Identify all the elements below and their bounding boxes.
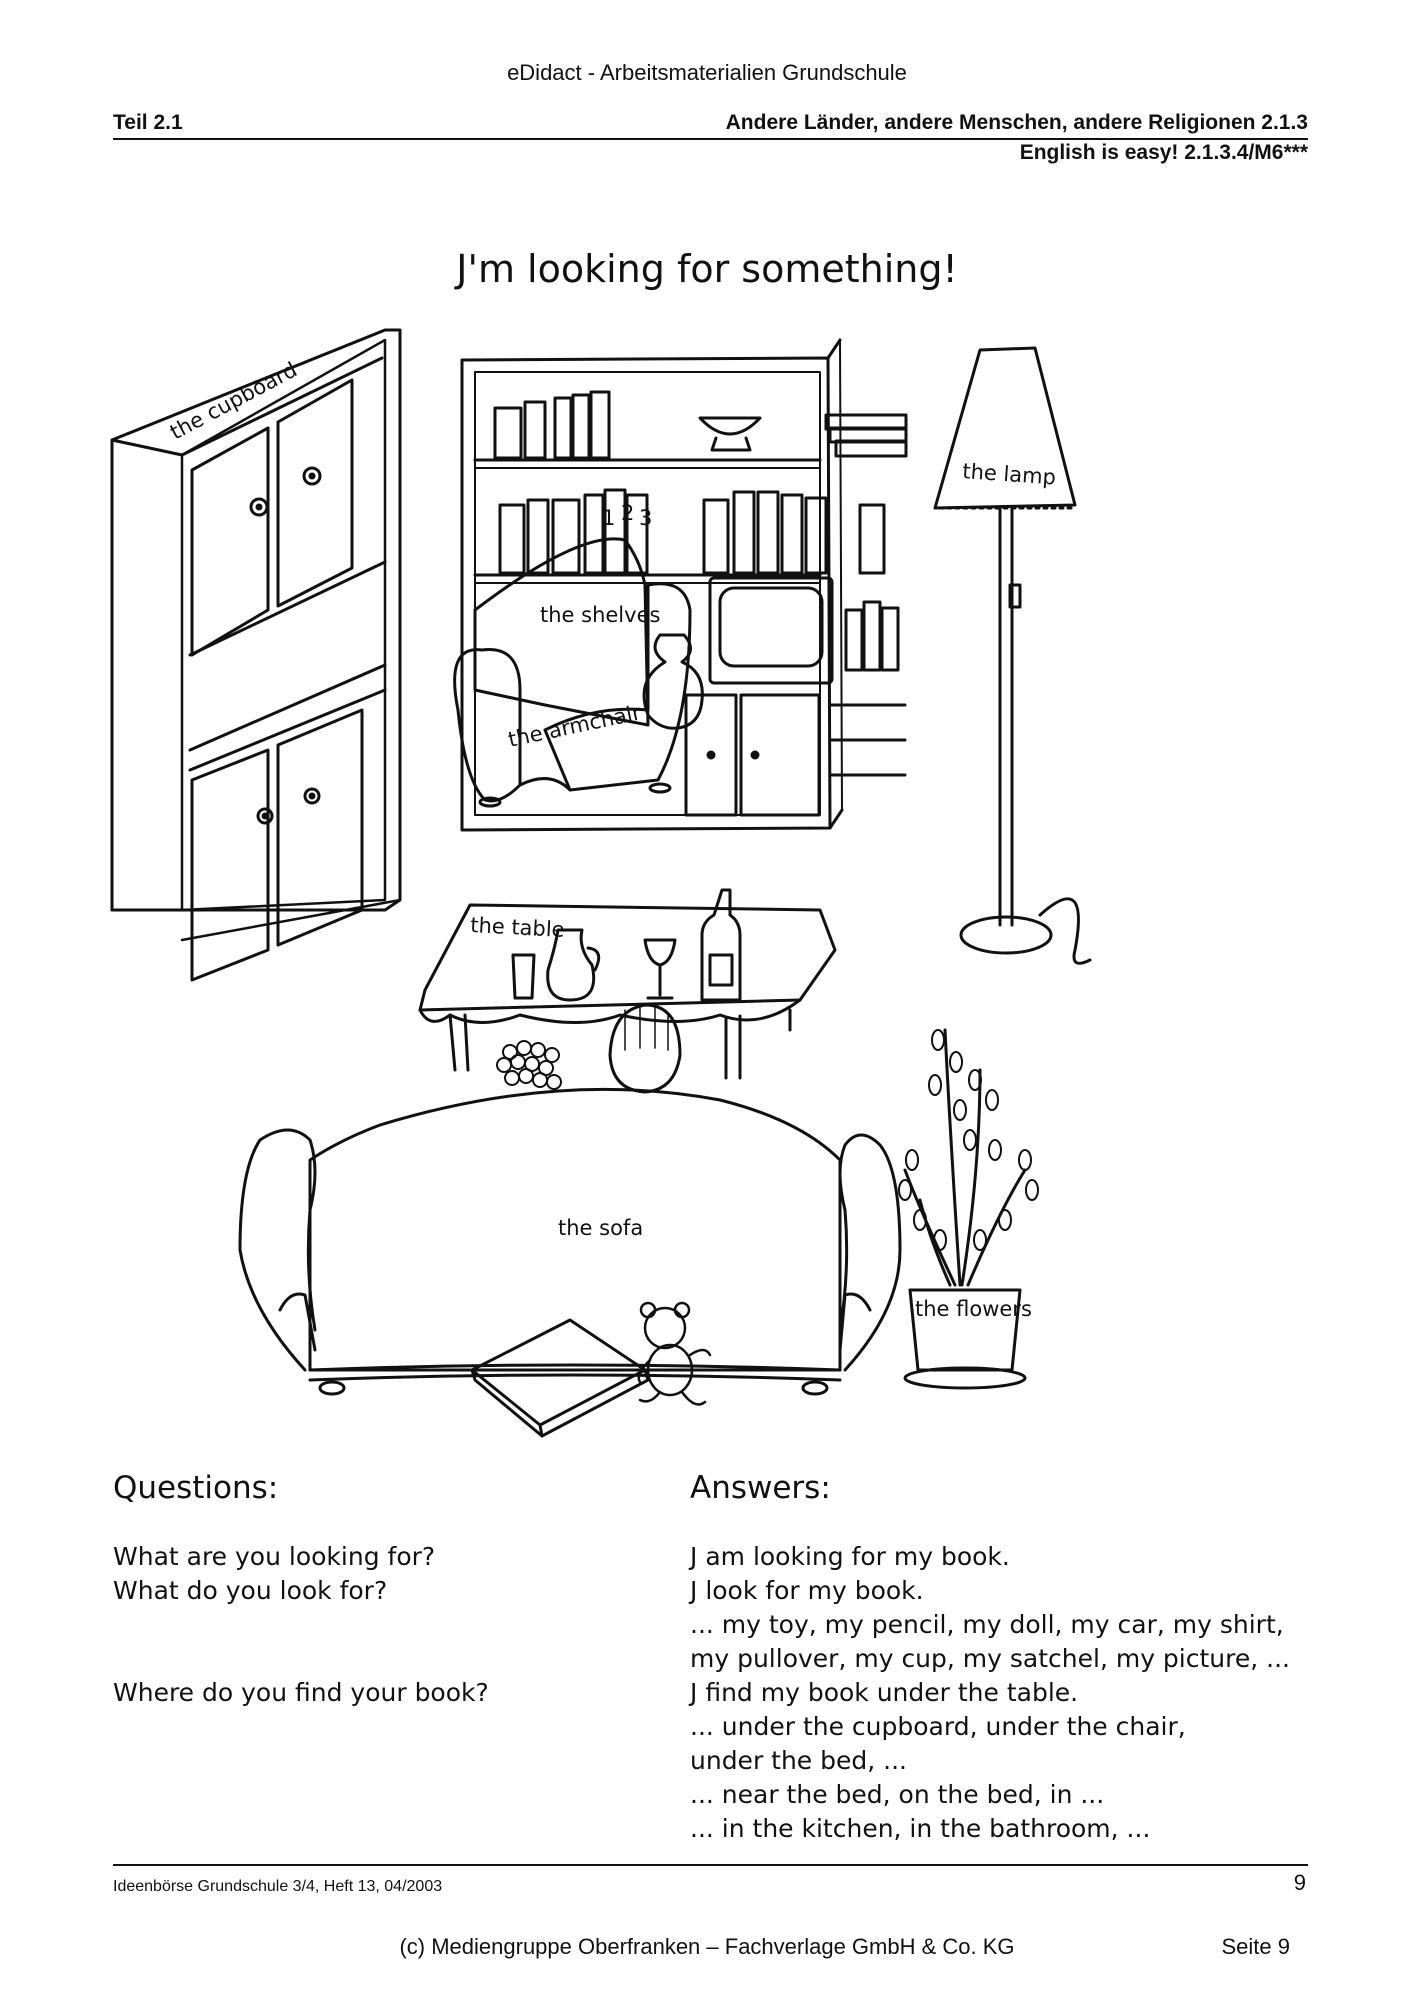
answer-line: my pullover, my cup, my satchel, my picture, ... bbox=[690, 1644, 1290, 1673]
label-armchair: the armchair bbox=[506, 700, 644, 752]
questions-heading: Questions: bbox=[113, 1470, 279, 1506]
topic-label: Andere Länder, andere Menschen, andere Religionen 2.1.3 bbox=[725, 111, 1308, 134]
armchair-drawing bbox=[455, 539, 690, 806]
vase-drawing bbox=[644, 635, 702, 728]
shelves-drawing bbox=[462, 340, 906, 830]
answer-line: J am looking for my book. bbox=[690, 1542, 1010, 1571]
answer-line: ... my toy, my pencil, my doll, my car, my shirt, bbox=[690, 1610, 1284, 1639]
book-number-1: 1 bbox=[602, 506, 616, 530]
question-line bbox=[113, 1608, 489, 1642]
cupboard-drawing bbox=[112, 330, 400, 980]
page-number: 9 bbox=[1293, 1870, 1306, 1895]
question-line bbox=[113, 1642, 489, 1676]
answer-line: ... near the bed, on the bed, in ... bbox=[690, 1780, 1105, 1809]
sofa-drawing bbox=[240, 1089, 900, 1394]
question-line: Where do you find your book? bbox=[113, 1678, 489, 1707]
part-label: Teil 2.1 bbox=[113, 111, 183, 134]
source-header: eDidact - Arbeitsmaterialien Grundschule bbox=[507, 60, 907, 85]
grapes-drawing bbox=[497, 1041, 561, 1089]
book-number-3: 3 bbox=[639, 506, 653, 530]
label-flowers: the flowers bbox=[915, 1297, 1032, 1321]
label-table: the table bbox=[469, 913, 566, 942]
living-room-illustration bbox=[100, 310, 1300, 1440]
copyright-notice: (c) Mediengruppe Oberfranken – Fachverlage GmbH & Co. KG bbox=[399, 1934, 1015, 1959]
header-rule bbox=[113, 138, 1308, 140]
answer-line: ... under the cupboard, under the chair, bbox=[690, 1712, 1186, 1741]
book-number-2: 2 bbox=[621, 501, 635, 525]
answers-heading: Answers: bbox=[690, 1470, 831, 1506]
answer-line: ... in the kitchen, in the bathroom, ... bbox=[690, 1814, 1151, 1843]
label-sofa: the sofa bbox=[558, 1216, 644, 1240]
worksheet-code: English is easy! 2.1.3.4/M6*** bbox=[1019, 141, 1308, 164]
publication-info: Ideenbörse Grundschule 3/4, Heft 13, 04/2003 bbox=[113, 1878, 443, 1895]
answer-line: J find my book under the table. bbox=[690, 1678, 1079, 1707]
questions-list bbox=[113, 1540, 489, 1710]
lamp-drawing bbox=[935, 348, 1090, 963]
footer-rule bbox=[113, 1864, 1308, 1866]
answer-line: under the bed, ... bbox=[690, 1746, 907, 1775]
label-lamp: the lamp bbox=[961, 459, 1057, 490]
answer-line: J look for my book. bbox=[690, 1576, 924, 1605]
question-line: What do you look for? bbox=[113, 1576, 388, 1605]
label-cupboard: the cupboard bbox=[166, 357, 301, 445]
label-shelves: the shelves bbox=[540, 603, 661, 627]
answers-list bbox=[690, 1540, 1290, 1846]
page-label: Seite 9 bbox=[1221, 1934, 1290, 1959]
teddy-bear-drawing bbox=[639, 1303, 710, 1404]
question-line: What are you looking for? bbox=[113, 1542, 436, 1571]
book-drawing bbox=[472, 1320, 648, 1436]
plant-drawing bbox=[899, 1030, 1038, 1388]
page-title: J'm looking for something! bbox=[456, 247, 958, 291]
